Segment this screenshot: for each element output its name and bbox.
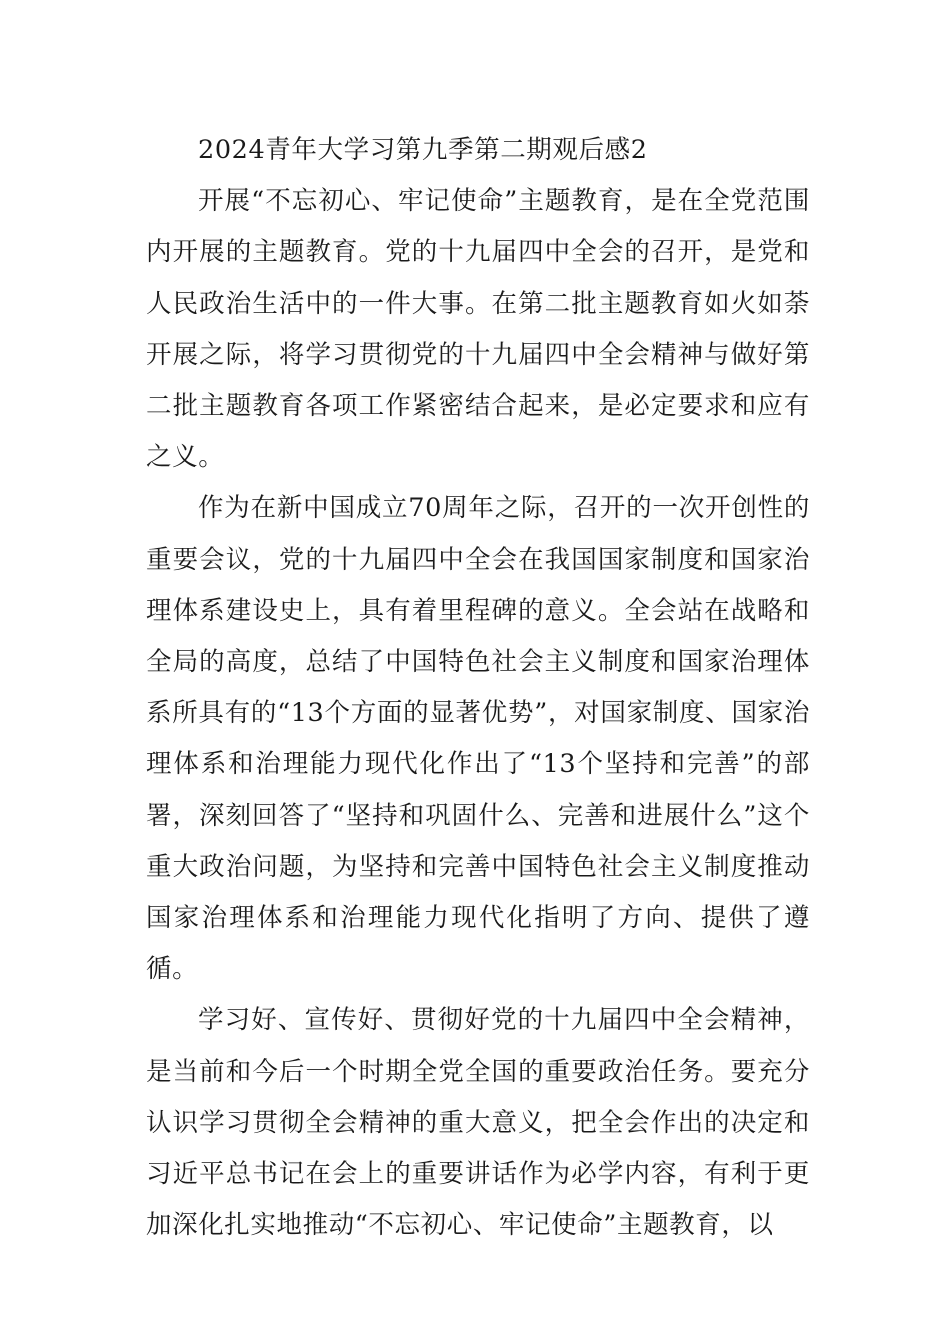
paragraph-1: 开展“不忘初心、牢记使命”主题教育，是在全党范围内开展的主题教育。党的十九届四中全会的召开，是党和人民政治生活中的一件大事。在第二批主题教育如火如荼开展之际，将学习贯彻党的十九届四中全会精神与做好第二批主题教育各项工作紧密结合起来，是必定要求和应有之义。 (146, 186, 810, 473)
document-body (146, 125, 810, 1251)
paragraph-3: 学习好、宣传好、贯彻好党的十九届四中全会精神，是当前和今后一个时期全党全国的重要政治任务。要充分认识学习贯彻全会精神的重大意义，把全会作出的决定和习近平总书记在会上的重要讲话作为必学内容，有利于更加深化扎实地推动“不忘初心、牢记使命”主题教育，以 (146, 1005, 810, 1241)
paragraph-2: 作为在新中国成立70周年之际，召开的一次开创性的重要会议，党的十九届四中全会在我国国家制度和国家治理体系建设史上，具有着里程碑的意义。全会站在战略和全局的高度，总结了中国特色社会主义制度和国家治理体系所具有的“13个方面的显著优势”，对国家制度、国家治理体系和治理能力现代化作出了“13个坚持和完善”的部署，深刻回答了“坚持和巩固什么、完善和进展什么”这个重大政治问题，为坚持和完善中国特色社会主义制度推动国家治理体系和治理能力现代化指明了方向、提供了遵循。 (146, 493, 810, 985)
document-title: 2024青年大学习第九季第二期观后感2 (198, 135, 648, 165)
